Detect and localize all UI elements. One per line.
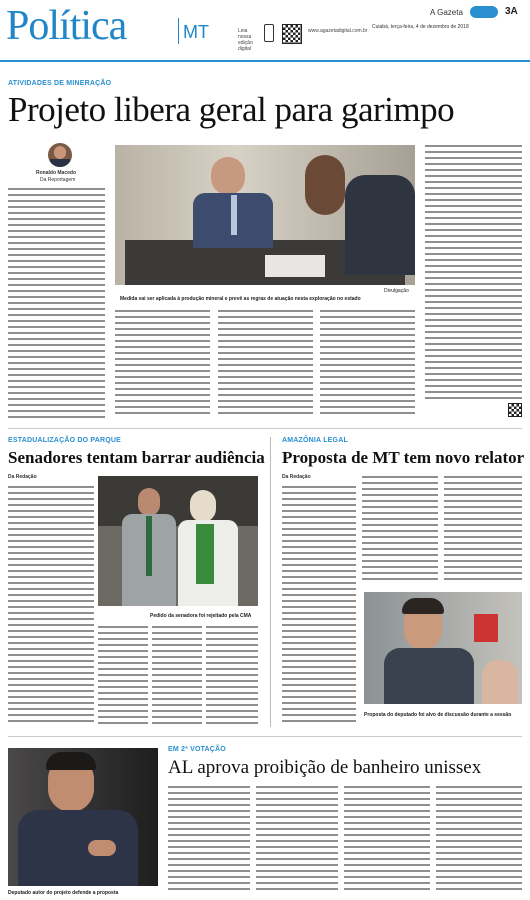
section-title: Política bbox=[6, 3, 127, 49]
bottom-story-photo bbox=[8, 748, 158, 886]
masthead bbox=[0, 0, 530, 62]
newspaper-logo-icon bbox=[470, 6, 498, 18]
left-body-column-3 bbox=[152, 626, 202, 724]
right-headline: Proposta de MT tem novo relator bbox=[282, 448, 525, 467]
bottom-section-tag: EM 2ª VOTAÇÃO bbox=[168, 746, 226, 753]
qr-code-icon bbox=[282, 24, 302, 44]
right-body-column-1 bbox=[282, 486, 356, 724]
website-label: www.agazetadigital.com.br bbox=[308, 28, 368, 34]
page-number: 3A bbox=[505, 6, 518, 17]
left-byline: Da Redação bbox=[8, 474, 37, 480]
bottom-body-column-2 bbox=[256, 786, 338, 894]
main-section-tag: ATIVIDADES DE MINERAÇÃO bbox=[8, 80, 112, 87]
edition-date: Cuiabá, terça-feira, 4 de dezembro de 2018 bbox=[372, 24, 469, 30]
main-photo-caption: Medida vai ser aplicada à produção mineral e prevê as regras de atuação nesta exploração no estado bbox=[120, 296, 361, 302]
main-photo bbox=[115, 145, 415, 285]
author-avatar bbox=[48, 143, 72, 167]
main-body-column-3 bbox=[218, 310, 313, 418]
main-body-column-2 bbox=[115, 310, 210, 418]
main-headline: Projeto libera geral para garimpo bbox=[8, 90, 455, 129]
right-story-photo bbox=[364, 592, 522, 704]
left-section-tag: ESTADUALIZAÇÃO DO PARQUE bbox=[8, 437, 122, 444]
right-photo-caption: Proposta do deputado foi alvo de discussão durante a sessão bbox=[364, 712, 512, 718]
phone-icon bbox=[264, 24, 274, 42]
bottom-headline: AL aprova proibição de banheiro unissex bbox=[168, 757, 482, 778]
left-story-photo bbox=[98, 476, 258, 606]
bottom-photo-caption: Deputado autor do projeto defende a proposta bbox=[8, 890, 119, 896]
story-qr-code-icon bbox=[508, 403, 522, 417]
digital-edition-label: Leia nossa edição digital bbox=[238, 28, 253, 52]
right-body-column-2 bbox=[362, 476, 438, 582]
region-label: MT bbox=[183, 22, 209, 42]
newspaper-name: A Gazeta bbox=[430, 8, 463, 17]
left-headline: Senadores tentam barrar audiência bbox=[8, 448, 265, 467]
main-body-column-4 bbox=[320, 310, 415, 418]
main-author-role: Da Reportagem bbox=[40, 177, 76, 183]
bottom-body-column-1 bbox=[168, 786, 250, 894]
column-divider bbox=[270, 437, 271, 727]
left-photo-caption: Pedido da senadora foi rejeitado pela CMA bbox=[150, 613, 252, 619]
bottom-divider bbox=[8, 736, 522, 737]
right-section-tag: AMAZÔNIA LEGAL bbox=[282, 437, 348, 444]
bottom-body-column-4 bbox=[436, 786, 522, 894]
left-body-column-2 bbox=[98, 626, 148, 724]
section-divider bbox=[8, 428, 522, 429]
main-author: Ronaldo Macedo bbox=[36, 170, 77, 176]
left-body-column-4 bbox=[206, 626, 258, 724]
title-divider bbox=[178, 18, 179, 44]
right-byline: Da Redação bbox=[282, 474, 311, 480]
right-body-column-3 bbox=[444, 476, 522, 582]
main-body-column-1 bbox=[8, 188, 105, 418]
bottom-body-column-3 bbox=[344, 786, 430, 894]
main-body-column-5 bbox=[425, 145, 522, 403]
left-body-column-1 bbox=[8, 486, 94, 724]
main-photo-credit: Divulgação bbox=[384, 288, 409, 294]
